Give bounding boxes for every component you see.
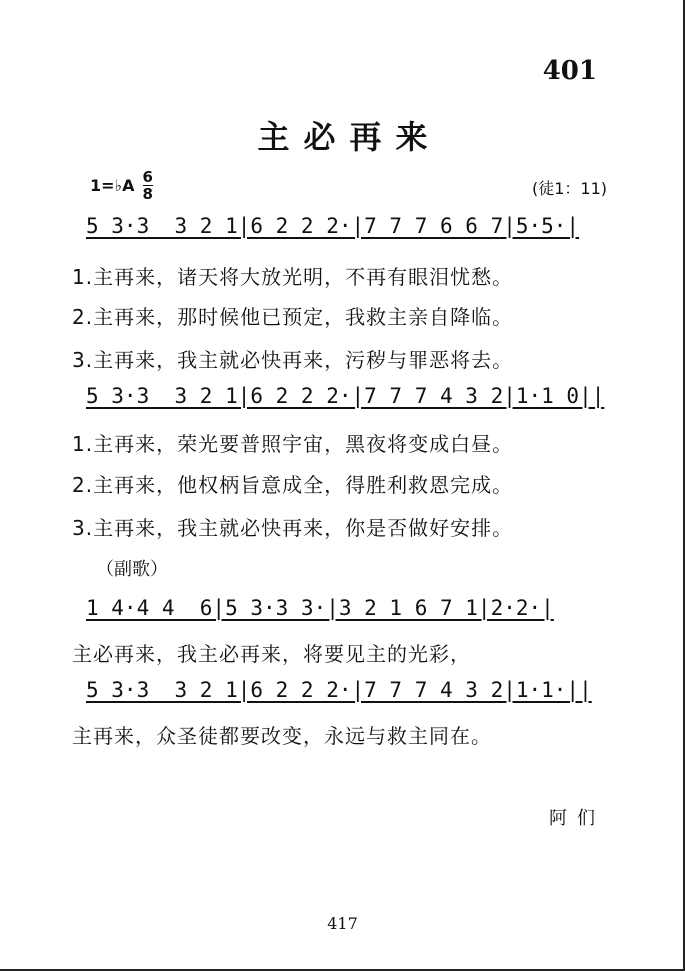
time-signature-denominator: 8 bbox=[142, 185, 153, 203]
key-signature: 1=♭A bbox=[90, 176, 135, 195]
time-signature-numerator: 6 bbox=[142, 168, 153, 186]
refrain-lyric-2: 主再来，众圣徒都要改变，永远与救主同在。 bbox=[72, 724, 492, 748]
refrain-notation-2: 5 3·3 3 2 1|6 2 2 2·|7 7 7 4 3 2|1·1·|| bbox=[86, 678, 592, 702]
notation-line-1: 5 3·3 3 2 1|6 2 2 2·|7 7 7 6 6 7|5·5·| bbox=[86, 214, 580, 238]
hymn-title: 主必再来 bbox=[257, 118, 442, 156]
time-signature bbox=[142, 170, 152, 201]
lyric-line-1-3: 3.主再来，我主就必快再来，污秽与罪恶将去。 bbox=[72, 348, 514, 372]
lyric-line-1-2: 2.主再来，那时候他已预定，我救主亲自降临。 bbox=[72, 305, 514, 329]
lyric-line-2-2: 2.主再来，他权柄旨意成全，得胜利救恩完成。 bbox=[72, 473, 514, 497]
amen-text: 阿们 bbox=[549, 808, 605, 829]
key-signature-block bbox=[90, 170, 153, 201]
notation-line-2: 5 3·3 3 2 1|6 2 2 2·|7 7 7 4 3 2|1·1 0|| bbox=[86, 384, 605, 408]
page-number: 417 bbox=[327, 914, 358, 933]
hymn-number: 401 bbox=[542, 56, 597, 86]
refrain-notation-1: 1 4·4 4 6|5 3·3 3·|3 2 1 6 7 1|2·2·| bbox=[86, 596, 554, 620]
lyric-line-2-3: 3.主再来，我主就必快再来，你是否做好安排。 bbox=[72, 516, 514, 540]
lyric-line-1-1: 1.主再来，诸天将大放光明，不再有眼泪忧愁。 bbox=[72, 265, 514, 289]
scripture-reference: (徒1：11) bbox=[531, 179, 607, 198]
refrain-lyric-1: 主必再来，我主必再来，将要见主的光彩， bbox=[72, 642, 471, 666]
lyric-line-2-1: 1.主再来，荣光要普照宇宙，黑夜将变成白昼。 bbox=[72, 432, 514, 456]
refrain-label: （副歌） bbox=[96, 559, 168, 580]
